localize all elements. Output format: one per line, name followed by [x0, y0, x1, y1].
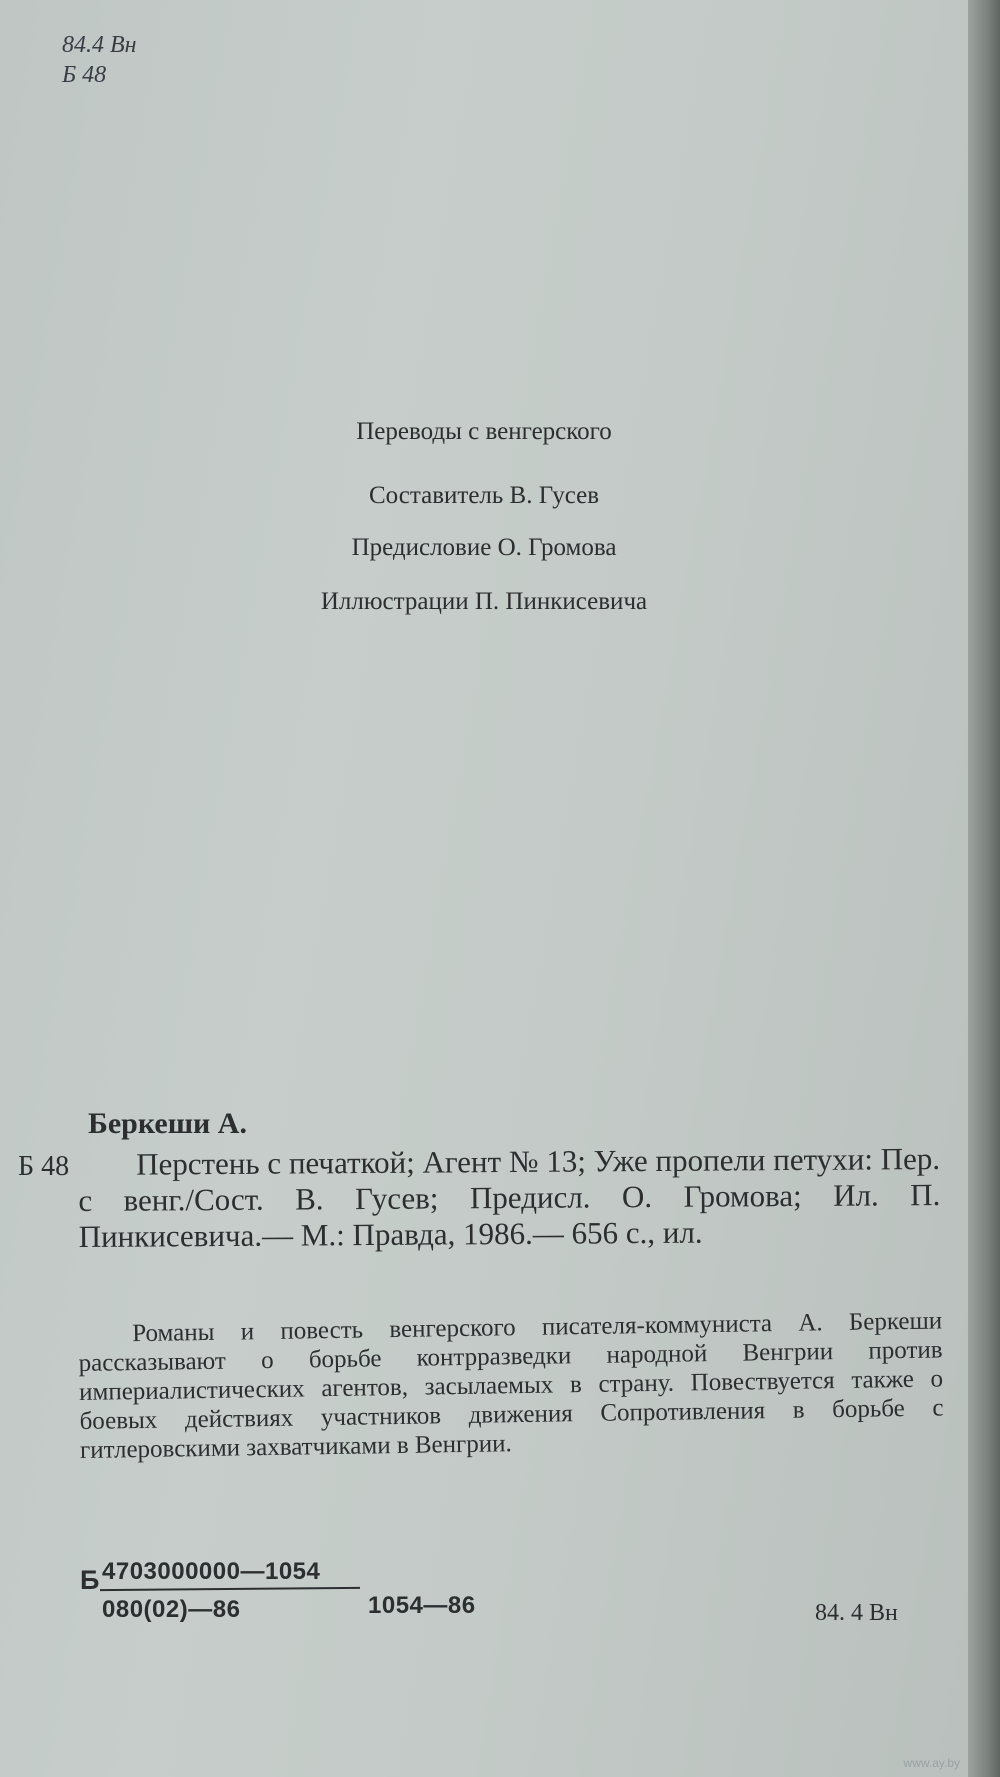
watermark: www.ay.by: [903, 1756, 960, 1770]
author-name: Беркеши А.: [88, 1107, 247, 1140]
code-suffix: 1054—86: [368, 1592, 476, 1619]
code-denominator: 080(02)—86: [102, 1596, 241, 1623]
credit-preface: Предисловие О. Громова: [351, 534, 617, 561]
credit-compiler: Составитель В. Гусев: [368, 482, 600, 509]
credit-translation: Переводы с венгерского: [356, 418, 612, 445]
code-numerator: 4703000000—1054: [102, 1558, 321, 1585]
annotation: Романы и повесть венгерского писателя-коммуниста А. Беркеши рассказывают о борьбе контрразведки народной Венгрии против империалистических агентов, засылаемых в страну. Повествуется также о боевых действиях участников движения Сопротивления в борьбе с гитлеровскими захватчиками в Венгрии.: [78, 1307, 944, 1464]
page-edge: [968, 0, 1000, 1777]
class-mark: 84.4 Вн: [62, 32, 137, 58]
code-prefix: Б: [80, 1565, 100, 1595]
credit-illustrations: Иллюстрации П. Пинкисевича: [320, 588, 648, 615]
bibliographic-entry: Перстень с печаткой; Агент № 13; Уже пропели петухи: Пер. с венг./Сост. В. Гусев; Предисл. О. Громова; Ил. П. Пинкисевича.— М.: Правда, 1986.— 656 с., ил.: [78, 1140, 941, 1254]
catalog-mark: Б 48: [18, 1151, 70, 1182]
shelf-mark: 84. 4 Вн: [815, 1600, 898, 1626]
catalog-mark-top: Б 48: [62, 62, 107, 88]
fraction-rule: [100, 1587, 360, 1591]
